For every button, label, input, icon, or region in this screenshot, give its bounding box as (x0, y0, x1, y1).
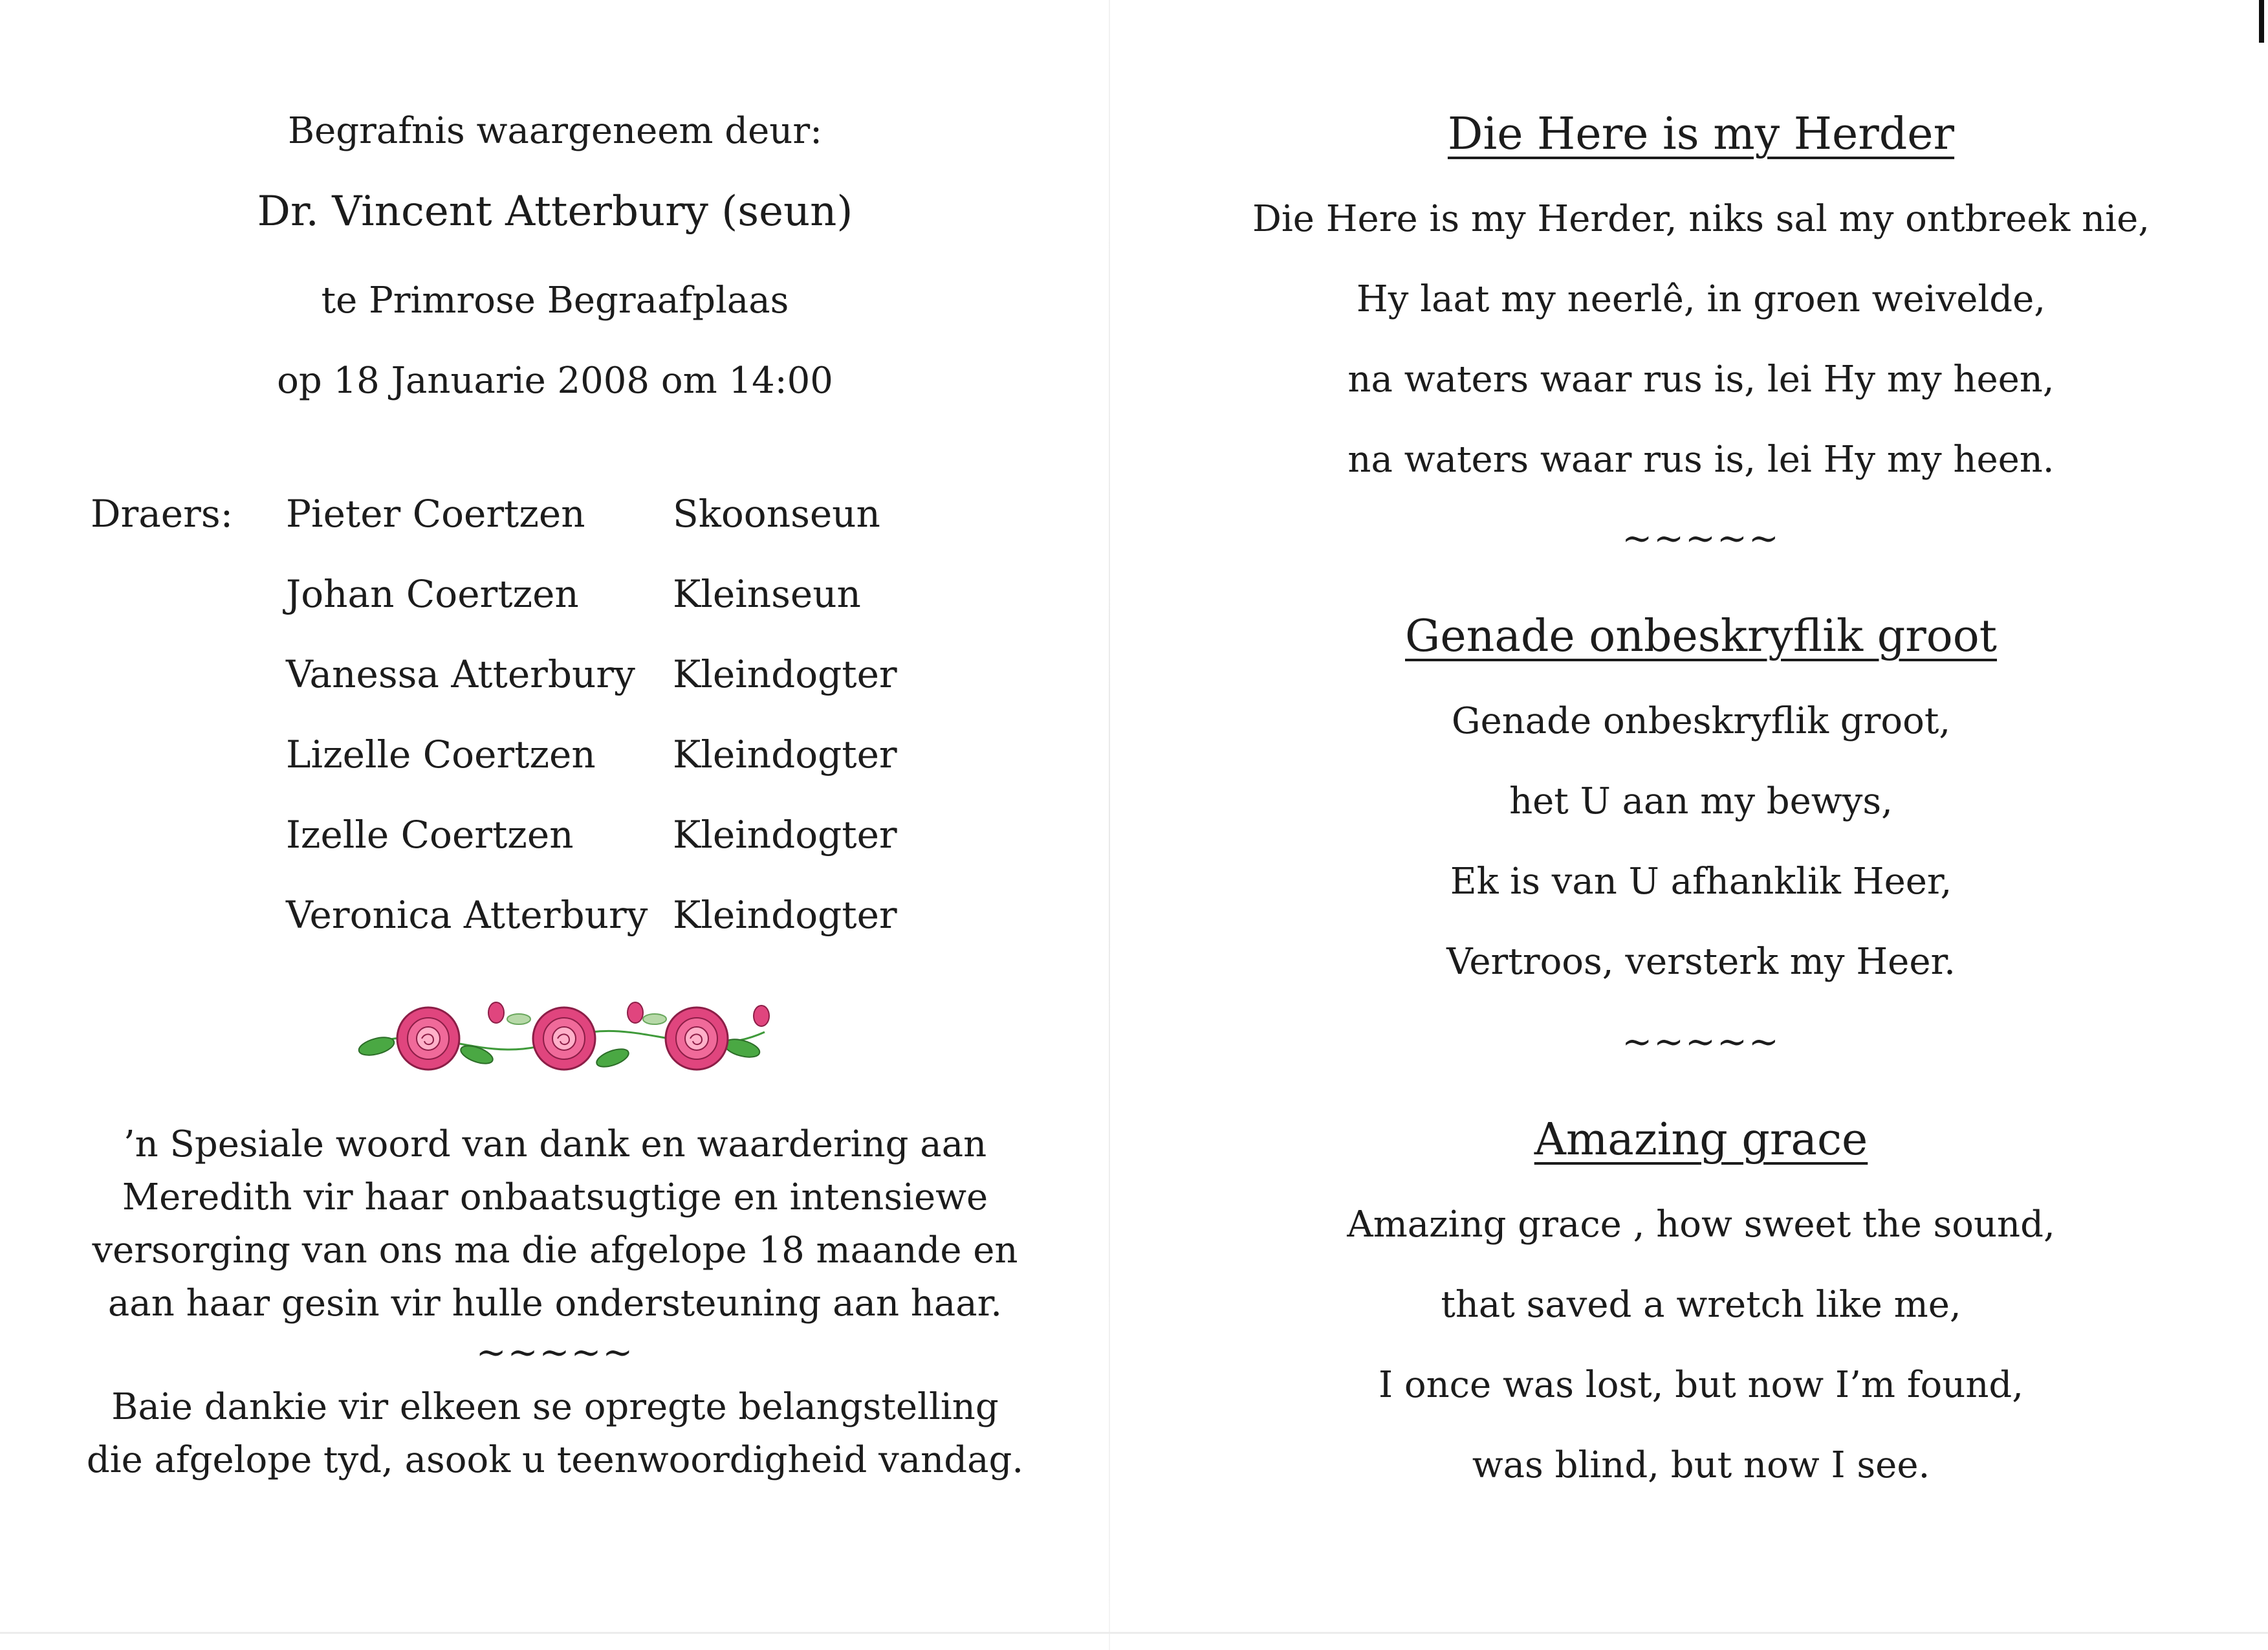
date-time-line: op 18 Januarie 2008 om 14:00 (277, 360, 833, 402)
separator: ~~~~~ (475, 1332, 635, 1374)
scan-edge-mark (2259, 0, 2264, 43)
hymn-line: na waters waar rus is, lei Hy my heen. (1347, 439, 2055, 481)
hymn-line: I once was lost, but now I’m found, (1378, 1364, 2024, 1406)
separator: ~~~~~ (1622, 518, 1780, 560)
page-fold (1109, 0, 1110, 1650)
closing-line: Baie dankie vir elkeen se opregte belangstelling (111, 1386, 999, 1428)
bearer-relation: Kleinseun (673, 572, 861, 616)
hymn-title: Die Here is my Herder (1447, 109, 1955, 160)
bearer-row (0, 572, 1110, 624)
thanks-line: versorging van ons ma die afgelope 18 maande en (92, 1229, 1018, 1271)
bearer-name: Veronica Atterbury (286, 893, 648, 937)
bearer-row (0, 732, 1110, 784)
bearers-label: Draers: (91, 492, 234, 536)
hymn-line: Ek is van U afhanklik Heer, (1450, 861, 1952, 903)
hymn-line: that saved a wretch like me, (1441, 1284, 1961, 1326)
hymn-title: Genade onbeskryflik groot (1405, 611, 1997, 662)
hymn-line: Hy laat my neerlê, in groen weivelde, (1356, 278, 2046, 320)
hymn-line: Die Here is my Herder, niks sal my ontbreek nie, (1252, 198, 2150, 240)
rose-border-icon (357, 993, 778, 1077)
hymn-line: na waters waar rus is, lei Hy my heen, (1347, 358, 2055, 401)
closing-line: die afgelope tyd, asook u teenwoordigheid vandag. (86, 1439, 1024, 1481)
thanks-line: aan haar gesin vir hulle ondersteuning aan haar. (107, 1282, 1003, 1325)
cemetery-line: te Primrose Begraafplaas (321, 280, 789, 322)
bearer-row (0, 652, 1110, 704)
right-page (1134, 0, 2268, 1650)
officiant-intro: Begrafnis waargeneem deur: (288, 110, 822, 152)
bearer-name: Lizelle Coertzen (286, 732, 596, 776)
bearer-relation: Kleindogter (673, 813, 897, 857)
bearer-row (0, 893, 1110, 945)
bearer-name: Johan Coertzen (286, 572, 579, 616)
bearer-relation: Skoonseun (673, 492, 880, 536)
bearer-row (0, 492, 1110, 544)
hymn-line: was blind, but now I see. (1472, 1444, 1930, 1486)
hymn-line: Vertroos, versterk my Heer. (1446, 941, 1956, 983)
bearer-relation: Kleindogter (673, 652, 897, 696)
bearer-name: Pieter Coertzen (286, 492, 585, 536)
bearer-row (0, 813, 1110, 864)
hymn-line: Amazing grace , how sweet the sound, (1347, 1204, 2055, 1246)
bearer-name: Izelle Coertzen (286, 813, 574, 857)
hymn-line: het U aan my bewys, (1509, 780, 1893, 822)
page-bottom-edge (0, 1632, 2268, 1634)
hymn-line: Genade onbeskryflik groot, (1451, 700, 1951, 742)
bearer-relation: Kleindogter (673, 732, 897, 776)
thanks-line: Meredith vir haar onbaatsugtige en intensiewe (122, 1176, 988, 1218)
officiant-name: Dr. Vincent Atterbury (seun) (257, 188, 853, 236)
thanks-line: ’n Spesiale woord van dank en waardering aan (123, 1123, 987, 1165)
separator: ~~~~~ (1622, 1021, 1780, 1063)
bearer-name: Vanessa Atterbury (286, 652, 635, 696)
bearer-relation: Kleindogter (673, 893, 897, 937)
hymn-title: Amazing grace (1534, 1114, 1868, 1165)
